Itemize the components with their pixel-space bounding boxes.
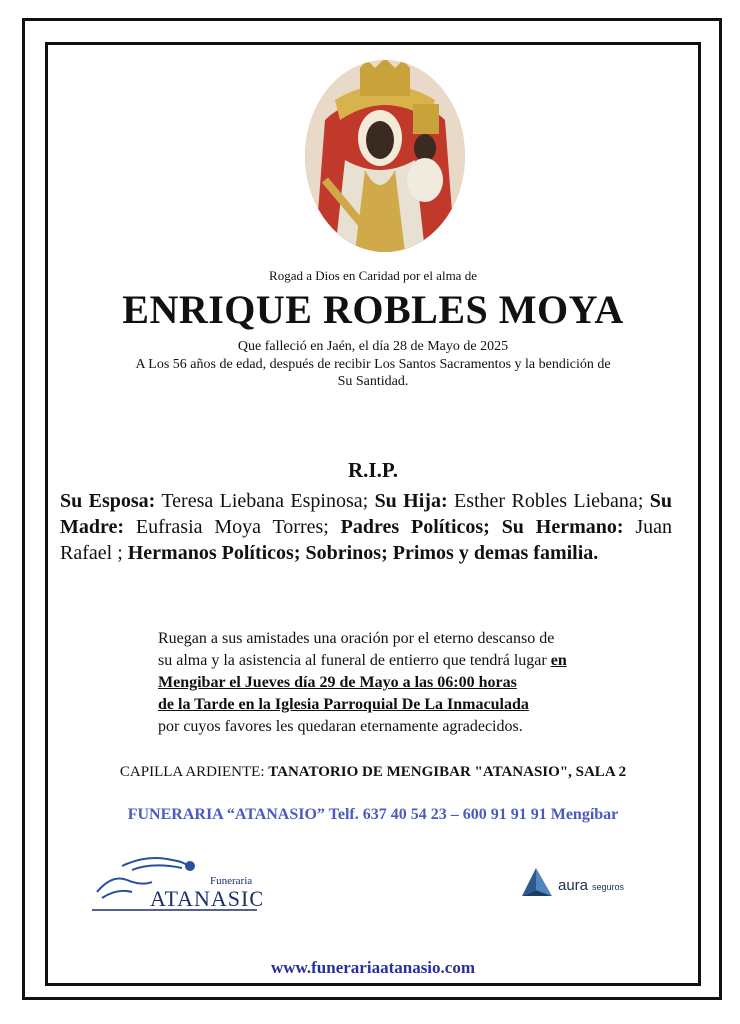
capilla-value: TANATORIO DE MENGIBAR "ATANASIO", SALA 2 [268, 764, 627, 780]
request-line-4: de la Tarde en la Iglesia Parroquial De La Inmaculada [158, 696, 529, 713]
website-link[interactable]: www.funerariaatanasio.com [271, 958, 475, 977]
capilla-label: CAPILLA ARDIENTE: [119, 764, 269, 780]
request-line-5: por cuyos favores les quedaran eternamente agradecidos. [158, 718, 523, 735]
hija-value: Esther Robles Liebana; [447, 490, 650, 512]
primos: Primos y demas familia. [392, 542, 599, 564]
request-line-3: Mengibar el Jueves día 29 de Mayo a las 06:00 horas [158, 674, 517, 691]
hija-label: Su Hija: [374, 490, 448, 512]
deceased-name: ENRIQUE ROBLES MOYA [122, 287, 624, 332]
hermanos-politicos: Hermanos Políticos; Sobrinos; [127, 542, 388, 564]
atanasio-logo-small: Funeraria [210, 875, 253, 887]
hermano-value: Juan Rafael ; [60, 516, 672, 564]
atanasio-logo-big: ATANASIO [150, 886, 262, 911]
madre-label: Su Madre: [60, 490, 672, 538]
request-line-2 [158, 650, 658, 672]
padres-politicos: Padres Políticos; [340, 516, 490, 538]
aura-word: aura [558, 877, 589, 894]
madre-value: Eufrasia Moya Torres; [124, 516, 341, 538]
age-line-continued: Su Santidad. [337, 374, 409, 389]
atanasio-logo [92, 852, 262, 914]
funeraria-contact: FUNERARIA “ATANASIO” Telf. 637 40 54 23 – 600 91 91 91 Mengíbar [127, 806, 619, 823]
age-line: A Los 56 años de edad, después de recibir Los Santos Sacramentos y la bendición de [135, 357, 611, 372]
esposa-label: Su Esposa: [60, 490, 156, 512]
family-list [60, 488, 672, 566]
virgin-portrait-image [305, 60, 465, 252]
hermano-label: Su Hermano: [501, 516, 624, 538]
capilla-ardiente [45, 764, 701, 781]
request-line-2-bold: en [550, 652, 567, 669]
funeral-request [158, 628, 658, 738]
aura-pyramid-icon [522, 868, 552, 896]
esposa-value: Teresa Liebana Espinosa; [155, 490, 375, 512]
request-line-1: Ruegan a sus amistades una oración por el eterno descanso de [158, 630, 555, 647]
aura-seguros-logo [520, 866, 640, 902]
request-line-2-text: su alma y la asistencia al funeral de entierro que tendrá lugar [158, 652, 551, 669]
rip-heading: R.I.P. [348, 458, 398, 482]
aura-sub: seguros [592, 882, 625, 892]
intro-text: Rogad a Dios en Caridad por el alma de [269, 268, 477, 283]
death-line: Que falleció en Jaén, el día 28 de Mayo de 2025 [237, 339, 509, 354]
